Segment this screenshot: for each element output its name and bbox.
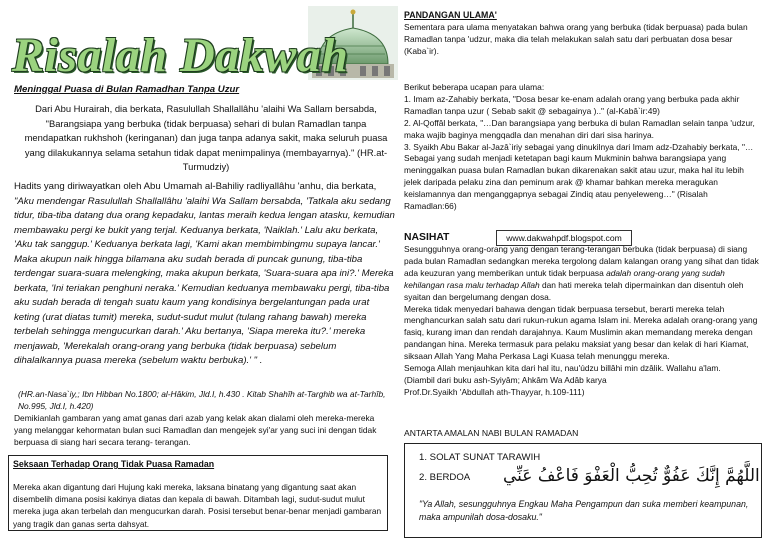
doa-translation: "Ya Allah, sesungguhnya Engkau Maha Pengampun dan suka memberi keampunan, maka ampunilah dosa-dosaku.": [419, 499, 749, 522]
website-url-link[interactable]: www.dakwahpdf.blogspot.com: [496, 230, 632, 246]
ucapan-item: 1. Imam az-Zahabiy berkata, "Dosa besar ke-enam adalah orang yang berbuka pada akhir Ramadlan tanpa uzur ( Sebab sakit @ sebagainya ).." (al-Kabâ`ir:49): [404, 93, 740, 116]
nasihat-paragraph: [404, 244, 760, 304]
pandangan-ulama-section: [404, 10, 759, 58]
logo-text: Risalah Dakwah: [12, 29, 349, 82]
pandangan-text: Sementara para ulama menyatakan bahwa orang yang berbuka (tidak berpuasa) pada bulan Ramadlan tanpa 'udzur, maka dia telah melakukan salah satu dari perbuatan dosa besar (Kaba`ir).: [404, 22, 748, 56]
ucapan-item: 3. Syaikh Abu Bakar al-Jazâ`iriy sebagai yang dinukilnya dari Imam adz-Dzahabiy berkata, "…Sebagai yang sudah menjadi ketetapan bagi kaum Mukminin bahwa barangsiapa yang meninggalkan puasa bulan Ramadlan bukan dikarenakan sakit atau uzur, maka hal itu lebih jelek daripada pelaku zina dan peminum arak @ khamar bahkan mereka meragukan keislamannya dan menganggapnya sebagai Zindiq atau penyeleweng…" (Risalah Ramadlan:66): [404, 141, 754, 212]
closing-paragraph: Demikianlah gambaran yang amat ganas dari azab yang kelak akan dialami oleh mereka-mereka yang melanggar kehormatan bulan suci Ramadlan dan mengejek syi'ar yang suci ini dengan tidak berpuasa di siang hari secara terang- terangan.: [14, 413, 377, 447]
nasihat-text: [404, 244, 760, 399]
masthead: [8, 2, 400, 82]
nasihat-p1-italic: adalah orang-orang yang sudah kehilangan rasa malu terhadap Allah: [404, 267, 725, 290]
nasihat-reference: (Diambil dari buku ash-Syiyâm; Ahkâm Wa Adâb karya: [404, 374, 607, 385]
seksaan-box: [8, 455, 388, 531]
hadith-quote: "Aku mendengar Rasulullah Shallallâhu 'alaihi Wa Sallam bersabda, 'Tatkala aku sedang tidur, tiba-tiba datang dua orang kepadaku, lantas meraih kedua lengan atasku, kemudian membawaku pergi ke bukit yang terjal. Keduanya berkata, 'Naiklah.' Lalu aku berkata, 'Aku tak sanggup.' Keduanya berkata lagi, 'Kami akan membimbingmu supaya lancar.' Maka akupun naik hingga bilamana aku sudah berada di puncak gunung, tiba-tiba terdengar suara-suara melengking, maka akupun berkata, 'Suara-suara apa ini?.' Mereka berkata, 'Ini teriakan penghuni neraka.' Kemudian keduanya membawaku pergi, tiba-tiba aku sudah berada di tengah suatu kaum yang kondisinya bergelantungan pada urat keting (urat diatas tumit) mereka, sudut-sudut mulut (tulang rahang bawah) mereka terbelah sehingga mengucurkan darah.' Aku bertanya, 'Siapa mereka itu?.' mereka menjawab, 'Merekalah orang-orang yang berbuka (tidak berpuasa) sebelum dihalalkannya puasa mereka (sebelum waktu berbuka).' " .: [14, 195, 395, 366]
amalan-title: ANTARTA AMALAN NABI BULAN RAMADAN: [404, 428, 579, 438]
hadith-abu-hurairah: Dari Abu Hurairah, dia berkata, Rasulullah Shallallâhu 'alaihi Wa Sallam bersabda, "Barangsiapa yang berbuka (tidak berpuasa) sehari di bulan Ramadlan tanpa mendapatkan rukhshoh (keringanan) dan juga tanpa adanya sakit, maka seluruh puasa yang dilakukannya selama setahun tidak dapat menimpalinya (membayarnya)." (HR.at-Turmudziy): [24, 103, 388, 173]
amalan-box: [404, 443, 762, 538]
nasihat-reference: Prof.Dr.Syaikh 'Abdullah ath-Thayyar, h.109-111): [404, 386, 585, 397]
amalan-item-tarawih: 1. SOLAT SUNAT TARAWIH: [419, 452, 541, 463]
amalan-item-berdoa: 2. BERDOA: [419, 472, 471, 483]
nasihat-p1: Sesungguhnya orang-orang yang dengan terang-terangan berbuka (tidak berpuasa) di siang pada bulan Ramadlan sedangkan mereka tergolong dalam kalangan orang yang sihat dan tidak ada keuzuran yang memberikan untuk tidak berpuasa: [404, 244, 759, 278]
hadith-source: (HR.an-Nasa`iy,; Ibn Hibban No.1800; al-Hâkim, Jld.I, h.430 . Kitab Shahîh at-Targhib wa at-Tarhîb, No.995, Jld.I, h.420): [18, 389, 386, 411]
seksaan-title: Seksaan Terhadap Orang Tidak Puasa Ramadan: [13, 459, 215, 469]
nasihat-paragraph: Semoga Allah menjauhkan kita dari hal itu, nau'údzu billâhi min dzâlik. Wallahu a'lam.: [404, 363, 721, 374]
ucapan-ulama-section: [404, 82, 760, 213]
section-title-meninggal-puasa: Meninggal Puasa di Bulan Ramadhan Tanpa Uzur: [14, 84, 240, 95]
nasihat-title: NASIHAT: [404, 232, 450, 243]
hadith-abu-umamah: [14, 180, 396, 369]
seksaan-text: Mereka akan digantung dari Hujung kaki mereka, laksana binatang yang digantung saat akan disembelih dimana posisi kakinya diatas dan kepala di bawah. Ditambah lagi, sudut-sudut mulut mereka juga akan terbelah dan mengucurkan darah. Posisi tersebut benar-benar menjadi gambaran yang tragik dan ganas serta dahsyat.: [13, 482, 382, 529]
nasihat-p1-end: dan hati mereka telah dipermainkan dan disentuh oleh syaitan dan bergelumang dengan dosa.: [404, 279, 744, 302]
hadith-lead: Hadits yang diriwayatkan oleh Abu Umamah al-Bahiliy radliyallâhu 'anhu, dia berkata,: [14, 181, 377, 192]
pandangan-title: PANDANGAN ULAMA': [404, 10, 497, 20]
ucapan-intro: Berikut beberapa ucapan para ulama:: [404, 82, 545, 92]
arabic-doa: اللَّهُمَّ إِنَّكَ عَفُوٌّ تُحِبُّ الْعَفْوَ فَاعْفُ عَنِّي: [503, 466, 760, 486]
ucapan-item: 2. Al-Qoffâl berkata, "…Dan barangsiapa yang berbuka di bulan Ramadlan selain tanpa 'udzur, maka wajib baginya mengqadla dan menahan diri dari sisa harinya.: [404, 117, 755, 140]
nasihat-paragraph: Mereka tidak menyedari bahawa dengan tidak berpuasa tersebut, berarti mereka telah menghancurkan salah satu dari rukun-rukun agama Islam ini. Mereka adalah orang-orang yang fasiq, kurang iman dan rendah darajahnya. Kaum Muslimin akan memandang mereka dengan pandangan hina. Mereka termasuk para pelaku maksiat yang besar dan kelak di hari Kiamat, siksaan Allah Yang Maha Perkasa Lagi Kuasa telah menunggu mereka.: [404, 303, 758, 362]
